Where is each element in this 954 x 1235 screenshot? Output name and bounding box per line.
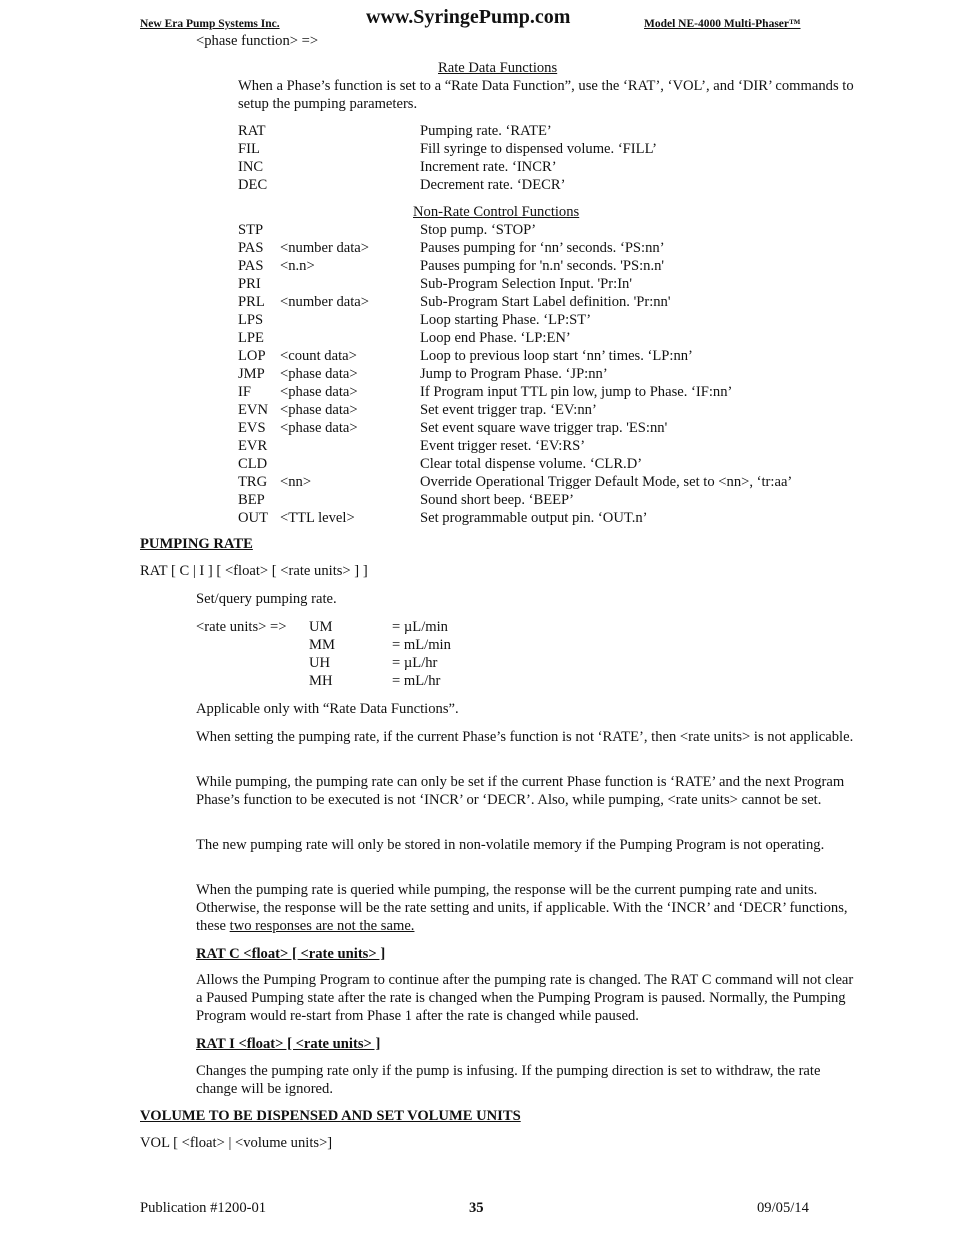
command-description: Set event square wave trigger trap. 'ES:nn' (420, 420, 668, 436)
command-name: PRL (238, 294, 265, 310)
rate-unit-code: MH (309, 673, 333, 689)
rat-c-heading: RAT C <float> [ <rate units> ] (196, 946, 386, 962)
rate-data-functions-title: Rate Data Functions (438, 60, 558, 76)
command-description: Clear total dispense volume. ‘CLR.D’ (420, 456, 643, 472)
command-description: Loop starting Phase. ‘LP:ST’ (420, 312, 592, 328)
footer-page-number: 35 (469, 1200, 484, 1216)
footer-date: 09/05/14 (757, 1200, 809, 1216)
command-argument: <nn> (280, 474, 312, 490)
rate-unit-code: UM (309, 619, 333, 635)
pumping-rate-paragraph-4 (196, 881, 861, 935)
rate-unit-meaning: = mL/hr (392, 673, 441, 689)
command-description: Set programmable output pin. ‘OUT.n’ (420, 510, 648, 526)
command-description: Pauses pumping for ‘nn’ seconds. ‘PS:nn’ (420, 240, 665, 256)
command-description: Override Operational Trigger Default Mode, set to <nn>, ‘tr:aa’ (420, 474, 793, 490)
command-name: TRG (238, 474, 268, 490)
header-company: New Era Pump Systems Inc. (140, 18, 280, 30)
command-description: Pauses pumping for 'n.n' seconds. 'PS:n.n' (420, 258, 665, 274)
command-name: LPE (238, 330, 264, 346)
command-name: EVN (238, 402, 268, 418)
command-name: DEC (238, 177, 268, 193)
command-description: Pumping rate. ‘RATE’ (420, 123, 552, 139)
command-description: Sound short beep. ‘BEEP’ (420, 492, 575, 508)
rate-unit-code: UH (309, 655, 331, 671)
command-description: Fill syringe to dispensed volume. ‘FILL’ (420, 141, 657, 157)
command-name: BEP (238, 492, 265, 508)
command-argument: <phase data> (280, 366, 358, 382)
volume-heading: VOLUME TO BE DISPENSED AND SET VOLUME UNITS (140, 1108, 521, 1124)
command-argument: <count data> (280, 348, 357, 364)
command-description: Increment rate. ‘INCR’ (420, 159, 557, 175)
phase-function-line: <phase function> => (196, 33, 319, 49)
command-description: Stop pump. ‘STOP’ (420, 222, 537, 238)
command-argument: <number data> (280, 294, 369, 310)
pumping-rate-heading: PUMPING RATE (140, 536, 253, 552)
command-argument: <TTL level> (280, 510, 355, 526)
header-model: Model NE-4000 Multi-Phaser™ (644, 18, 801, 30)
command-description: Event trigger reset. ‘EV:RS’ (420, 438, 586, 454)
command-name: FIL (238, 141, 260, 157)
rate-data-functions-intro: When a Phase’s function is set to a “Rate Data Function”, use the ‘RAT’, ‘VOL’, and ‘DIR’ commands to setup the pumping parameters. (238, 78, 854, 112)
non-rate-control-functions-title: Non-Rate Control Functions (413, 204, 580, 220)
pumping-rate-paragraph-3: The new pumping rate will only be stored in non-volatile memory if the Pumping Program is not operating. (196, 837, 825, 853)
pumping-rate-syntax: RAT [ C | I ] [ <float> [ <rate units> ] ] (140, 563, 368, 579)
command-name: PAS (238, 258, 264, 274)
rat-i-text: Changes the pumping rate only if the pump is infusing. If the pumping direction is set to withdraw, the rate change will be ignored. (196, 1063, 821, 1097)
command-description: If Program input TTL pin low, jump to Phase. ‘IF:nn’ (420, 384, 733, 400)
command-name: LPS (238, 312, 264, 328)
rate-unit-meaning: = µL/hr (392, 655, 438, 671)
pumping-rate-paragraph-2: While pumping, the pumping rate can only be set if the current Phase function is ‘RATE’ and the next Program Phase’s function to be executed is not ‘INCR’ or ‘DECR’. Also, while pumping, <rate units> cannot be set. (196, 774, 845, 808)
command-description: Set event trigger trap. ‘EV:nn’ (420, 402, 597, 418)
header-website: www.SyringePump.com (366, 6, 571, 28)
pumping-rate-applicable: Applicable only with “Rate Data Functions”. (196, 701, 459, 717)
rate-unit-meaning: = µL/min (392, 619, 448, 635)
volume-syntax: VOL [ <float> | <volume units>] (140, 1135, 333, 1151)
command-description: Sub-Program Start Label definition. 'Pr:nn' (420, 294, 671, 310)
command-description: Decrement rate. ‘DECR’ (420, 177, 566, 193)
pumping-rate-paragraph-1: When setting the pumping rate, if the current Phase’s function is not ‘RATE’, then <rate units> is not applicable. (196, 729, 854, 745)
command-description: Loop end Phase. ‘LP:EN’ (420, 330, 571, 346)
command-name: PAS (238, 240, 264, 256)
command-name: RAT (238, 123, 266, 139)
rate-units-label: <rate units> => (196, 619, 287, 635)
rate-unit-code: MM (309, 637, 335, 653)
command-argument: <phase data> (280, 420, 358, 436)
command-name: JMP (238, 366, 265, 382)
rat-i-heading: RAT I <float> [ <rate units> ] (196, 1036, 381, 1052)
command-name: CLD (238, 456, 268, 472)
command-argument: <number data> (280, 240, 369, 256)
command-description: Jump to Program Phase. ‘JP:nn’ (420, 366, 608, 382)
pumping-rate-paragraph-4-text: When the pumping rate is queried while pumping, the response will be the current pumping rate and units. Otherwise, the response will be the rate setting and units, if applicable. With the ‘INCR’ and ‘DECR’ functions, these (196, 882, 848, 934)
command-name: IF (238, 384, 251, 400)
command-name: INC (238, 159, 264, 175)
pumping-rate-paragraph-4-underlined: two responses are not the same. (229, 918, 415, 934)
rat-c-text: Allows the Pumping Program to continue after the pumping rate is changed. The RAT C command will not clear a Paused Pumping state after the rate is changed when the Pumping Program is paused. Normally, the Pumping Program would re-start from Phase 1 after the rate is changed while paused. (196, 972, 854, 1024)
pumping-rate-set-query: Set/query pumping rate. (196, 591, 337, 607)
command-description: Sub-Program Selection Input. 'Pr:In' (420, 276, 632, 292)
rate-unit-meaning: = mL/min (392, 637, 451, 653)
command-name: STP (238, 222, 264, 238)
command-argument: <n.n> (280, 258, 315, 274)
command-name: EVR (238, 438, 268, 454)
command-argument: <phase data> (280, 402, 358, 418)
command-name: PRI (238, 276, 261, 292)
command-description: Loop to previous loop start ‘nn’ times. ‘LP:nn’ (420, 348, 693, 364)
footer-publication: Publication #1200-01 (140, 1200, 267, 1216)
command-argument: <phase data> (280, 384, 358, 400)
command-name: OUT (238, 510, 268, 526)
command-name: LOP (238, 348, 266, 364)
command-name: EVS (238, 420, 266, 436)
